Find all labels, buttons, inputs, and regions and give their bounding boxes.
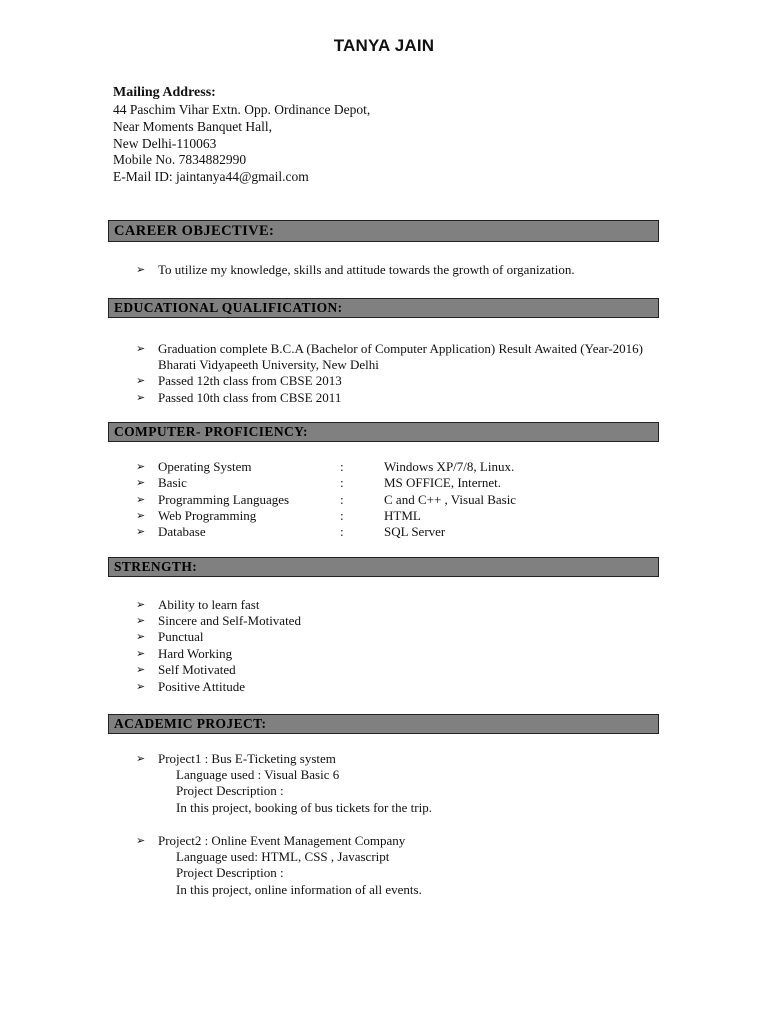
section-header-career <box>108 220 659 242</box>
project-description-label: Project Description : <box>176 783 284 798</box>
section-header-strength <box>108 557 659 577</box>
bullet-text: Ability to learn fast <box>158 597 260 612</box>
arrow-bullet-icon: ➢ <box>136 835 146 847</box>
mobile-number: Mobile No. 7834882990 <box>113 152 247 167</box>
arrow-bullet-icon: ➢ <box>136 392 146 404</box>
proficiency-label: Programming Languages <box>158 492 290 507</box>
proficiency-value: C and C++ , Visual Basic <box>384 492 517 507</box>
address-line: New Delhi-110063 <box>113 136 217 151</box>
section-title: STRENGTH: <box>114 559 198 574</box>
proficiency-label: Operating System <box>158 459 252 474</box>
proficiency-value: SQL Server <box>384 524 446 539</box>
section-header-computer-proficiency <box>108 422 659 442</box>
bullet-text: Project2 : Online Event Management Company <box>158 833 406 848</box>
arrow-bullet-icon: ➢ <box>136 526 146 538</box>
address-line: Near Moments Banquet Hall, <box>113 119 272 134</box>
arrow-bullet-icon: ➢ <box>136 461 146 473</box>
section-title: EDUCATIONAL QUALIFICATION: <box>114 300 343 315</box>
proficiency-value: Windows XP/7/8, Linux. <box>384 459 515 474</box>
arrow-bullet-icon: ➢ <box>136 681 146 693</box>
separator: : <box>340 459 344 474</box>
separator: : <box>340 508 344 523</box>
section-header-education <box>108 298 659 318</box>
bullet-text: Positive Attitude <box>158 679 246 694</box>
arrow-bullet-icon: ➢ <box>136 343 146 355</box>
arrow-bullet-icon: ➢ <box>136 599 146 611</box>
proficiency-value: HTML <box>384 508 421 523</box>
arrow-bullet-icon: ➢ <box>136 753 146 765</box>
bullet-text: Sincere and Self-Motivated <box>158 613 301 628</box>
arrow-bullet-icon: ➢ <box>136 375 146 387</box>
project-description: In this project, booking of bus tickets for the trip. <box>176 800 432 815</box>
section-header-academic-project <box>108 714 659 734</box>
proficiency-value: MS OFFICE, Internet. <box>384 475 501 490</box>
project-description-label: Project Description : <box>176 865 284 880</box>
separator: : <box>340 492 344 507</box>
proficiency-label: Web Programming <box>158 508 257 523</box>
bullet-text: Punctual <box>158 629 204 644</box>
section-title: CAREER OBJECTIVE: <box>114 223 275 239</box>
mailing-address-heading: Mailing Address: <box>113 85 216 100</box>
project-language: Language used : Visual Basic 6 <box>176 767 340 782</box>
bullet-text: Passed 10th class from CBSE 2011 <box>158 390 342 405</box>
arrow-bullet-icon: ➢ <box>136 631 146 643</box>
proficiency-label: Database <box>158 524 206 539</box>
bullet-text: Passed 12th class from CBSE 2013 <box>158 373 342 388</box>
arrow-bullet-icon: ➢ <box>136 494 146 506</box>
arrow-bullet-icon: ➢ <box>136 615 146 627</box>
arrow-bullet-icon: ➢ <box>136 477 146 489</box>
bullet-text: To utilize my knowledge, skills and attitude towards the growth of organization. <box>158 262 575 277</box>
separator: : <box>340 475 344 490</box>
candidate-name: TANYA JAIN <box>333 36 435 55</box>
section-title: ACADEMIC PROJECT: <box>114 716 267 731</box>
project-language: Language used: HTML, CSS , Javascript <box>176 849 390 864</box>
proficiency-label: Basic <box>158 475 187 490</box>
section-title: COMPUTER- PROFICIENCY: <box>114 424 308 439</box>
address-line: 44 Paschim Vihar Extn. Opp. Ordinance Depot, <box>113 102 371 117</box>
email-address: E-Mail ID: jaintanya44@gmail.com <box>113 169 309 184</box>
bullet-text: Self Motivated <box>158 662 236 677</box>
project-description: In this project, online information of all events. <box>176 882 422 897</box>
arrow-bullet-icon: ➢ <box>136 664 146 676</box>
bullet-text: Graduation complete B.C.A (Bachelor of Computer Application) Result Awaited (Year-2016) Bharati Vidyapeeth University, New Delhi <box>158 341 643 372</box>
bullet-text: Project1 : Bus E-Ticketing system <box>158 751 336 766</box>
arrow-bullet-icon: ➢ <box>136 264 146 276</box>
bullet-text: Hard Working <box>158 646 233 661</box>
arrow-bullet-icon: ➢ <box>136 510 146 522</box>
arrow-bullet-icon: ➢ <box>136 648 146 660</box>
separator: : <box>340 524 344 539</box>
